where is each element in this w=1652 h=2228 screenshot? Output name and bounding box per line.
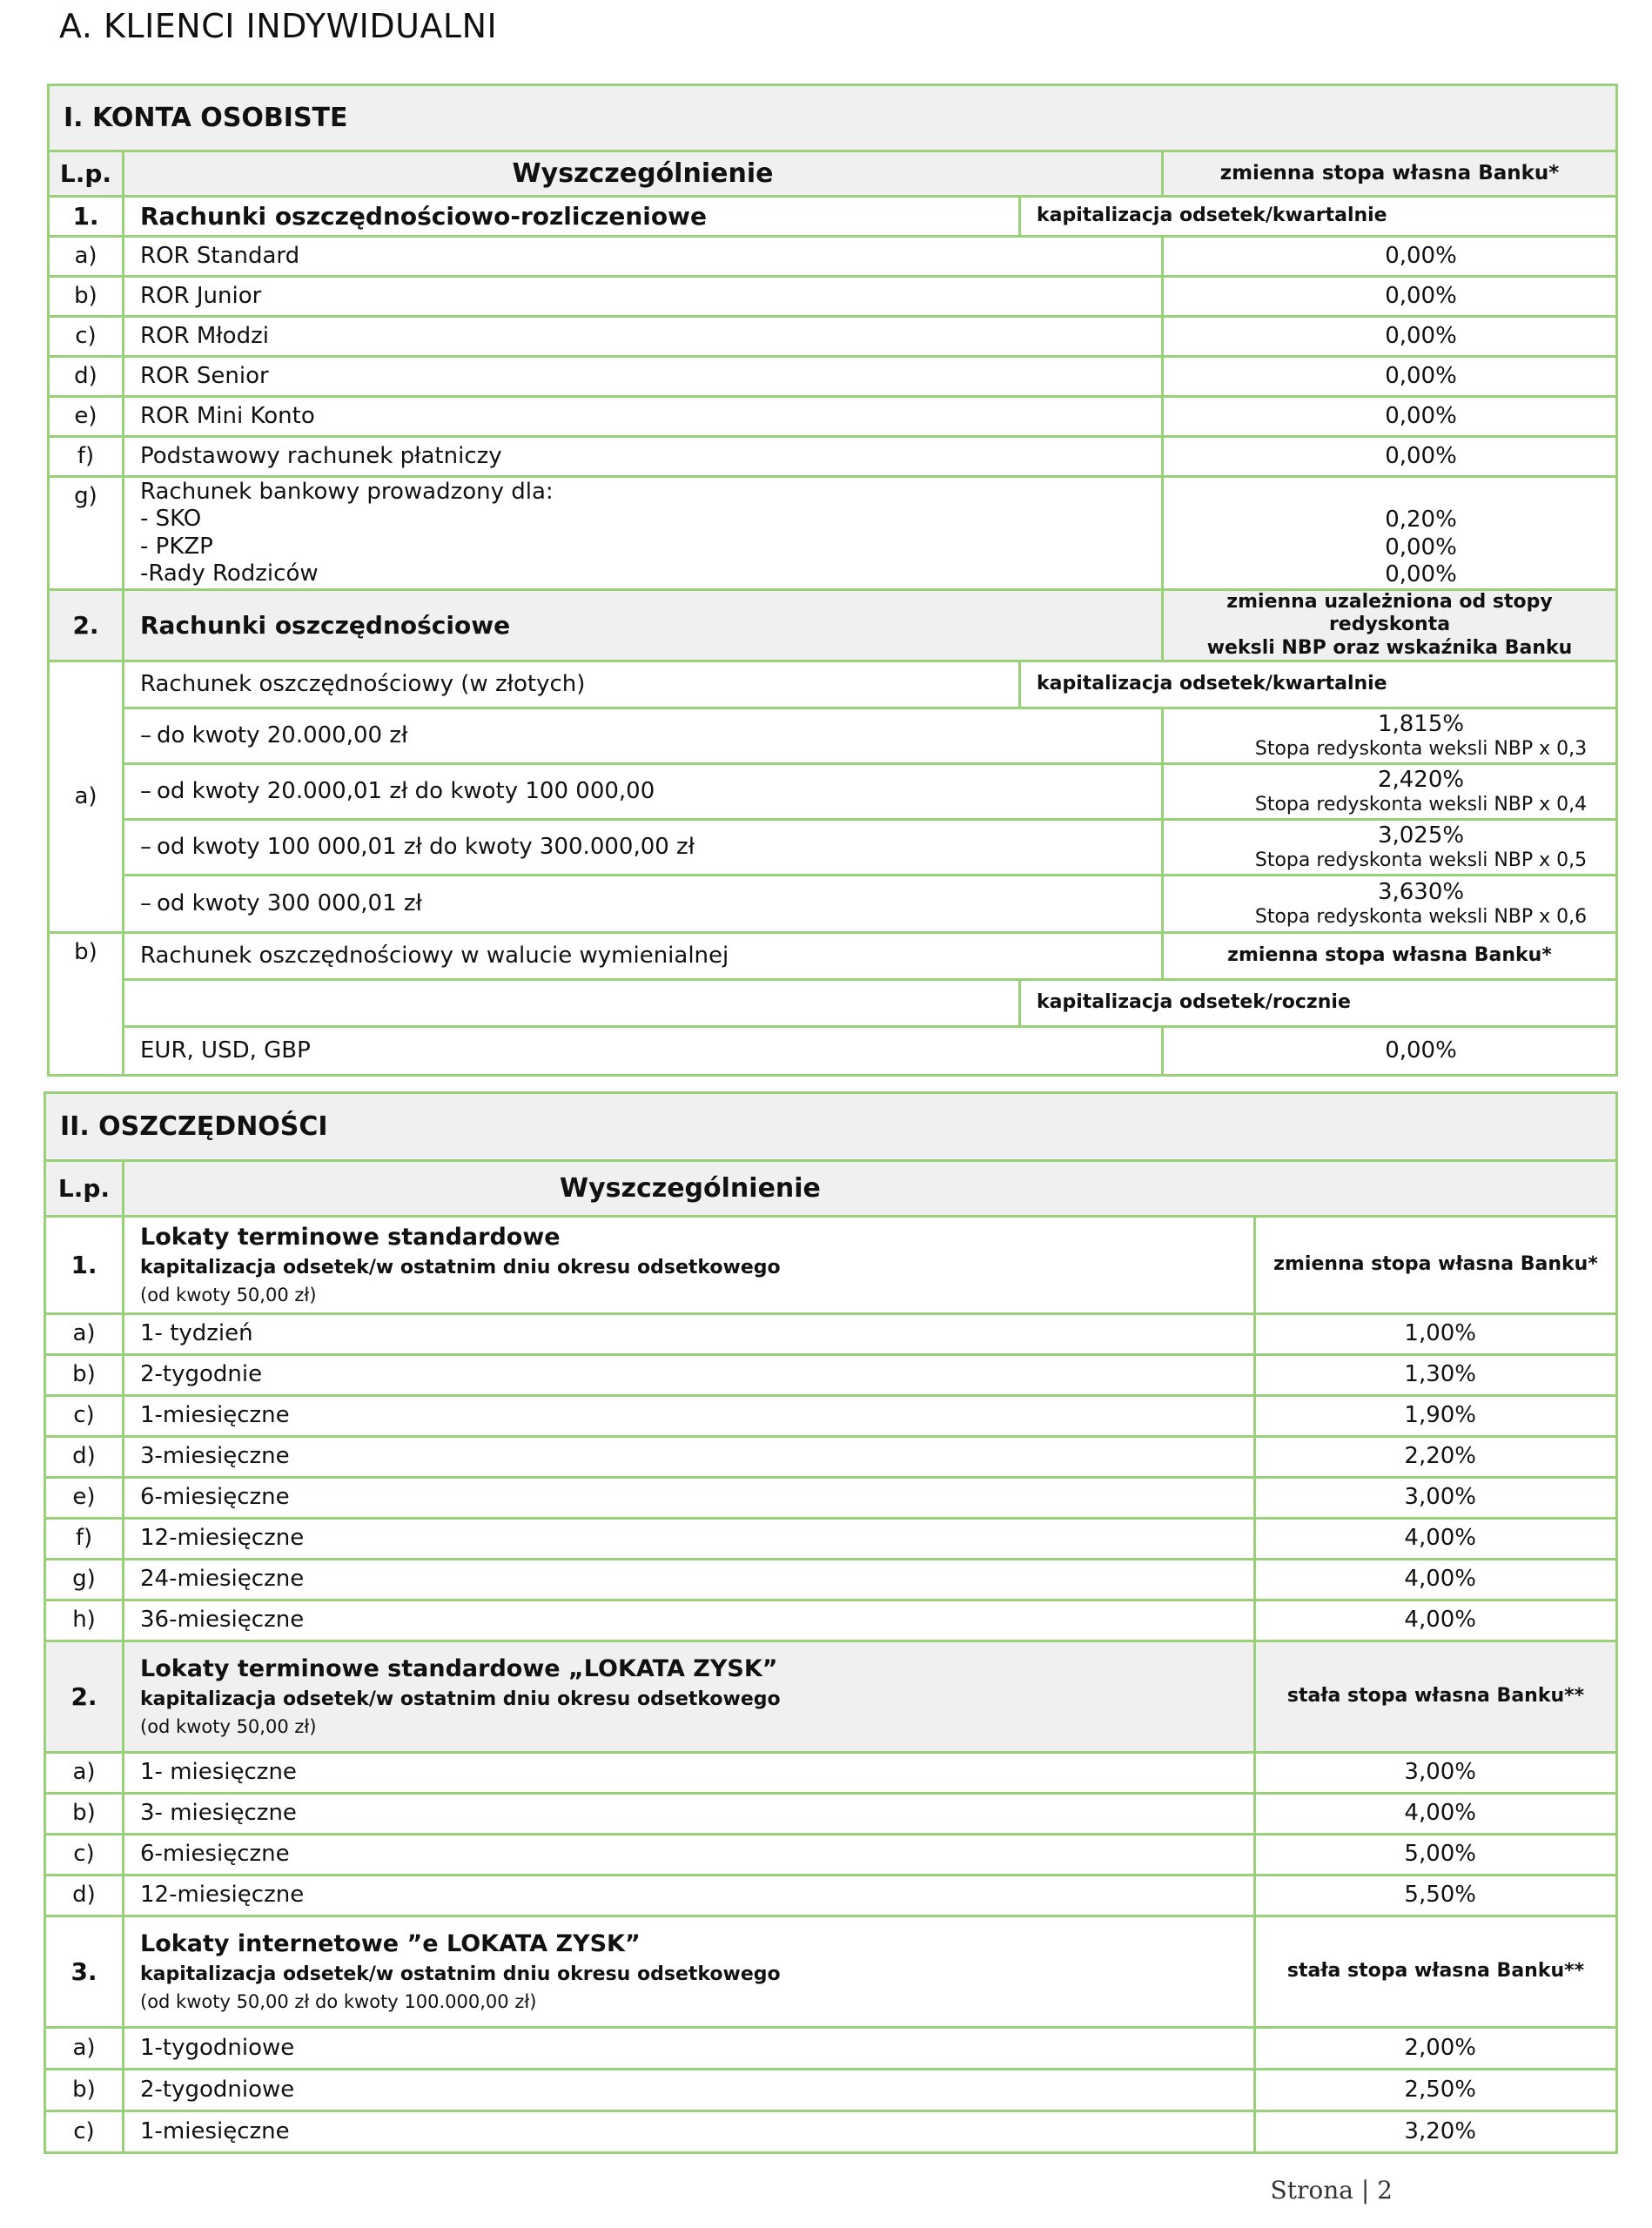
row-lp: b) — [45, 1794, 124, 1835]
tier-dash: – — [140, 722, 151, 749]
tier-rate-value: 1,815% — [1377, 710, 1465, 737]
tier-rate — [1163, 876, 1617, 933]
tier-name — [124, 820, 1163, 876]
row-name: ROR Standard — [124, 237, 1163, 277]
group-capitalization: kapitalizacja odsetek/w ostatnim dniu okresu odsetkowego — [140, 1688, 781, 1710]
group-number: 3. — [45, 1916, 124, 2028]
row-rate: 0,00% — [1163, 277, 1617, 317]
group-min-amount: (od kwoty 50,00 zł do kwoty 100.000,00 zł) — [140, 1991, 537, 2013]
row-rate: 2,20% — [1255, 1437, 1617, 1478]
account-types-cell — [124, 477, 1163, 590]
row-lp: d) — [45, 1437, 124, 1478]
currency-rate: 0,00% — [1163, 1027, 1617, 1076]
section-title: I. KONTA OSOBISTE — [49, 85, 1617, 151]
row-rate: 2,50% — [1255, 2070, 1617, 2111]
row-rate: 1,30% — [1255, 1355, 1617, 1396]
tier-rate — [1163, 708, 1617, 764]
row-rate: 3,00% — [1255, 1478, 1617, 1519]
tier-rate-value: 3,025% — [1377, 822, 1465, 849]
row-rate: 1,90% — [1255, 1396, 1617, 1437]
tier-label: od kwoty 300 000,01 zł — [157, 890, 422, 917]
row-lp: a) — [49, 237, 124, 277]
col-desc-header: Wyszczególnienie — [124, 1161, 1617, 1217]
tier-name — [124, 876, 1163, 933]
row-name: 1- tydzień — [124, 1314, 1255, 1355]
group-title: Lokaty terminowe standardowe „LOKATA ZYSK” — [140, 1654, 778, 1682]
tier-dash: – — [140, 890, 151, 917]
row-lp: b) — [49, 277, 124, 317]
row-lp: f) — [49, 437, 124, 477]
row-name: 36-miesięczne — [124, 1601, 1255, 1641]
row-name: Podstawowy rachunek płatniczy — [124, 437, 1163, 477]
group-header — [124, 1641, 1255, 1753]
group-title: Lokaty terminowe standardowe — [140, 1223, 561, 1251]
row-lp: e) — [49, 397, 124, 437]
row-name: 12-miesięczne — [124, 1876, 1255, 1916]
rate-sko: 0,20% — [1385, 507, 1457, 534]
row-rate: 4,00% — [1255, 1794, 1617, 1835]
row-name: 2-tygodnie — [124, 1355, 1255, 1396]
account-types-heading: Rachunek bankowy prowadzony dla: — [140, 479, 554, 506]
account-rates-cell — [1163, 477, 1617, 590]
row-name: 6-miesięczne — [124, 1835, 1255, 1876]
rate-header-line-2: weksli NBP oraz wskaźnika Banku — [1206, 636, 1573, 659]
currency-list: EUR, USD, GBP — [124, 1027, 1163, 1076]
group-capitalization: kapitalizacja odsetek/w ostatnim dniu okresu odsetkowego — [140, 1256, 781, 1278]
row-name: ROR Mini Konto — [124, 397, 1163, 437]
group-min-amount: (od kwoty 50,00 zł) — [140, 1285, 317, 1306]
row-name: 6-miesięczne — [124, 1478, 1255, 1519]
tier-name — [124, 708, 1163, 764]
row-name: 24-miesięczne — [124, 1560, 1255, 1601]
row-rate: 0,00% — [1163, 397, 1617, 437]
tier-formula: Stopa redyskonta weksli NBP x 0,3 — [1254, 738, 1588, 761]
page-footer — [1271, 2176, 1393, 2205]
group-title: Rachunki oszczędnościowe — [124, 590, 1163, 661]
row-rate: 3,20% — [1255, 2111, 1617, 2153]
savings-fx-title: Rachunek oszczędnościowy w walucie wymienialnej — [124, 933, 1163, 980]
row-lp: b) — [49, 933, 124, 1076]
row-lp: c) — [45, 1835, 124, 1876]
tier-formula: Stopa redyskonta weksli NBP x 0,6 — [1254, 906, 1588, 929]
group-min-amount: (od kwoty 50,00 zł) — [140, 1716, 317, 1738]
row-name: ROR Junior — [124, 277, 1163, 317]
row-rate: 4,00% — [1255, 1519, 1617, 1560]
row-name: 2-tygodniowe — [124, 2070, 1255, 2111]
group-number: 1. — [49, 197, 124, 237]
row-lp: f) — [45, 1519, 124, 1560]
tier-formula: Stopa redyskonta weksli NBP x 0,4 — [1254, 794, 1588, 816]
rate-rady: 0,00% — [1385, 560, 1457, 587]
col-lp-header: L.p. — [49, 151, 124, 197]
tier-formula: Stopa redyskonta weksli NBP x 0,5 — [1254, 849, 1588, 872]
tier-name — [124, 764, 1163, 820]
row-lp: c) — [49, 317, 124, 357]
group-header — [124, 1217, 1255, 1314]
row-lp: h) — [45, 1601, 124, 1641]
rate-pkzp: 0,00% — [1385, 534, 1457, 560]
tier-rate-value: 3,630% — [1377, 878, 1465, 905]
row-lp: a) — [45, 2028, 124, 2070]
section-title: II. OSZCZĘDNOŚCI — [45, 1093, 1617, 1161]
group-number: 1. — [45, 1217, 124, 1314]
row-rate: 2,00% — [1255, 2028, 1617, 2070]
savings-pln-title: Rachunek oszczędnościowy (w złotych) — [124, 661, 1020, 708]
rate-type: stała stopa własna Banku** — [1255, 1916, 1617, 2028]
row-lp: a) — [49, 661, 124, 933]
row-name: 1-miesięczne — [124, 1396, 1255, 1437]
row-rate: 0,00% — [1163, 357, 1617, 397]
page-title: A. KLIENCI INDYWIDUALNI — [59, 7, 498, 45]
row-name: 3- miesięczne — [124, 1794, 1255, 1835]
row-rate: 5,00% — [1255, 1835, 1617, 1876]
row-rate: 1,00% — [1255, 1314, 1617, 1355]
row-name: 3-miesięczne — [124, 1437, 1255, 1478]
tier-label: od kwoty 100 000,01 zł do kwoty 300.000,00 zł — [157, 834, 695, 861]
row-lp: g) — [45, 1560, 124, 1601]
row-name: 1-tygodniowe — [124, 2028, 1255, 2070]
row-name: ROR Młodzi — [124, 317, 1163, 357]
footer-label: Strona — [1270, 2176, 1353, 2205]
row-lp: b) — [45, 1355, 124, 1396]
rate-header-nbp — [1163, 590, 1617, 661]
oszczednosci-table — [44, 1091, 1618, 2154]
row-rate: 0,00% — [1163, 437, 1617, 477]
row-lp: a) — [45, 1314, 124, 1355]
capitalization-note: kapitalizacja odsetek/kwartalnie — [1020, 661, 1617, 708]
row-lp: d) — [49, 357, 124, 397]
footer-separator: | — [1360, 2176, 1370, 2205]
group-number: 2. — [45, 1641, 124, 1753]
group-number: 2. — [49, 590, 124, 661]
row-rate: 0,00% — [1163, 237, 1617, 277]
row-lp: g) — [49, 477, 124, 590]
col-desc-header: Wyszczególnienie — [124, 151, 1163, 197]
row-lp: d) — [45, 1876, 124, 1916]
row-name: 12-miesięczne — [124, 1519, 1255, 1560]
row-lp: c) — [45, 1396, 124, 1437]
row-rate: 4,00% — [1255, 1601, 1617, 1641]
col-rate-header: zmienna stopa własna Banku* — [1163, 151, 1617, 197]
empty-cell — [124, 980, 1020, 1027]
row-lp: b) — [45, 2070, 124, 2111]
rate-header-line-1: zmienna uzależniona od stopy redyskonta — [1226, 591, 1553, 636]
row-lp: a) — [45, 1753, 124, 1794]
tier-rate — [1163, 820, 1617, 876]
capitalization-note: kapitalizacja odsetek/kwartalnie — [1020, 197, 1617, 237]
tier-rate — [1163, 764, 1617, 820]
row-lp: c) — [45, 2111, 124, 2153]
tier-label: do kwoty 20.000,00 zł — [157, 722, 408, 749]
row-name: ROR Senior — [124, 357, 1163, 397]
tier-dash: – — [140, 834, 151, 861]
group-header — [124, 1916, 1255, 2028]
account-type-sko: - SKO — [140, 506, 202, 533]
row-rate: 0,00% — [1163, 317, 1617, 357]
capitalization-note: kapitalizacja odsetek/rocznie — [1020, 980, 1617, 1027]
tier-rate-value: 2,420% — [1377, 766, 1465, 793]
row-name: 1-miesięczne — [124, 2111, 1255, 2153]
row-rate: 4,00% — [1255, 1560, 1617, 1601]
page-number: 2 — [1377, 2176, 1393, 2205]
account-type-pkzp: - PKZP — [140, 533, 213, 560]
account-type-rady: -Rady Rodziców — [140, 560, 319, 587]
group-title: Lokaty internetowe ”e LOKATA ZYSK” — [140, 1929, 641, 1957]
tier-label: od kwoty 20.000,01 zł do kwoty 100 000,00 — [157, 778, 655, 805]
row-rate: 5,50% — [1255, 1876, 1617, 1916]
group-title: Rachunki oszczędnościowo-rozliczeniowe — [124, 197, 1020, 237]
rate-type: zmienna stopa własna Banku* — [1163, 933, 1617, 980]
rate-type: stała stopa własna Banku** — [1255, 1641, 1617, 1753]
rate-type: zmienna stopa własna Banku* — [1255, 1217, 1617, 1314]
tier-dash: – — [140, 778, 151, 805]
row-rate: 3,00% — [1255, 1753, 1617, 1794]
row-name: 1- miesięczne — [124, 1753, 1255, 1794]
group-capitalization: kapitalizacja odsetek/w ostatnim dniu okresu odsetkowego — [140, 1963, 781, 1985]
konta-osobiste-table — [47, 84, 1618, 1077]
col-lp-header: L.p. — [45, 1161, 124, 1217]
row-lp: e) — [45, 1478, 124, 1519]
